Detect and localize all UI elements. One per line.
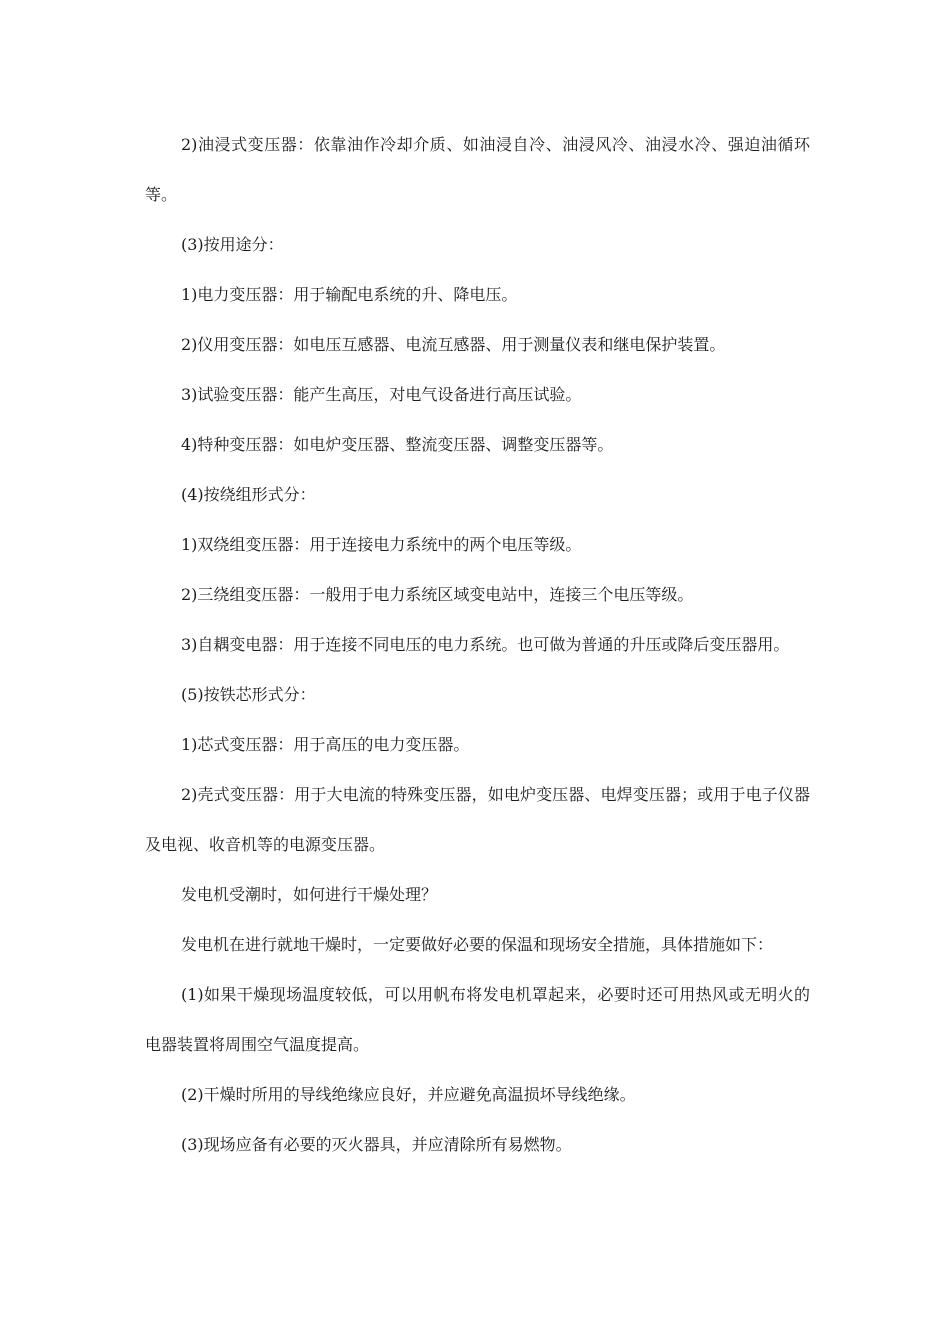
paragraph: 1)电力变压器：用于输配电系统的升、降电压。 [181,285,518,304]
paragraph: (2)干燥时所用的导线绝缘应良好，并应避免高温损坏导线绝缘。 [181,1085,636,1104]
paragraph: 发电机在进行就地干燥时，一定要做好必要的保温和现场安全措施，具体措施如下： [181,935,774,954]
paragraph: 2)仪用变压器：如电压互感器、电流互感器、用于测量仪表和继电保护装置。 [181,335,726,354]
document-body [145,120,810,1170]
question-heading: 发电机受潮时，如何进行干燥处理？ [181,885,438,904]
section-heading: (4)按绕组形式分： [181,485,316,504]
paragraph: 3)自耦变电器：用于连接不同电压的电力系统。也可做为普通的升压或降后变压器用。 [181,635,790,654]
paragraph: 1)双绕组变压器：用于连接电力系统中的两个电压等级。 [181,535,582,554]
section-heading: (5)按铁芯形式分： [181,685,316,704]
paragraph: 4)特种变压器：如电炉变压器、整流变压器、调整变压器等。 [181,435,614,454]
paragraph: 2)三绕组变压器：一般用于电力系统区域变电站中，连接三个电压等级。 [181,585,694,604]
paragraph: (1)如果干燥现场温度较低，可以用帆布将发电机罩起来，必要时还可用热风或无明火的电器装置将周围空气温度提高。 [145,985,810,1054]
paragraph: 1)芯式变压器：用于高压的电力变压器。 [181,735,470,754]
section-heading: (3)按用途分： [181,235,284,254]
paragraph: (3)现场应备有必要的灭火器具，并应清除所有易燃物。 [181,1135,572,1154]
paragraph: 2)壳式变压器：用于大电流的特殊变压器，如电炉变压器、电焊变压器；或用于电子仪器及电视、收音机等的电源变压器。 [145,785,810,854]
paragraph: 3)试验变压器：能产生高压，对电气设备进行高压试验。 [181,385,582,404]
paragraph: 2)油浸式变压器：依靠油作冷却介质、如油浸自冷、油浸风冷、油浸水冷、强迫油循环等。 [145,135,810,204]
